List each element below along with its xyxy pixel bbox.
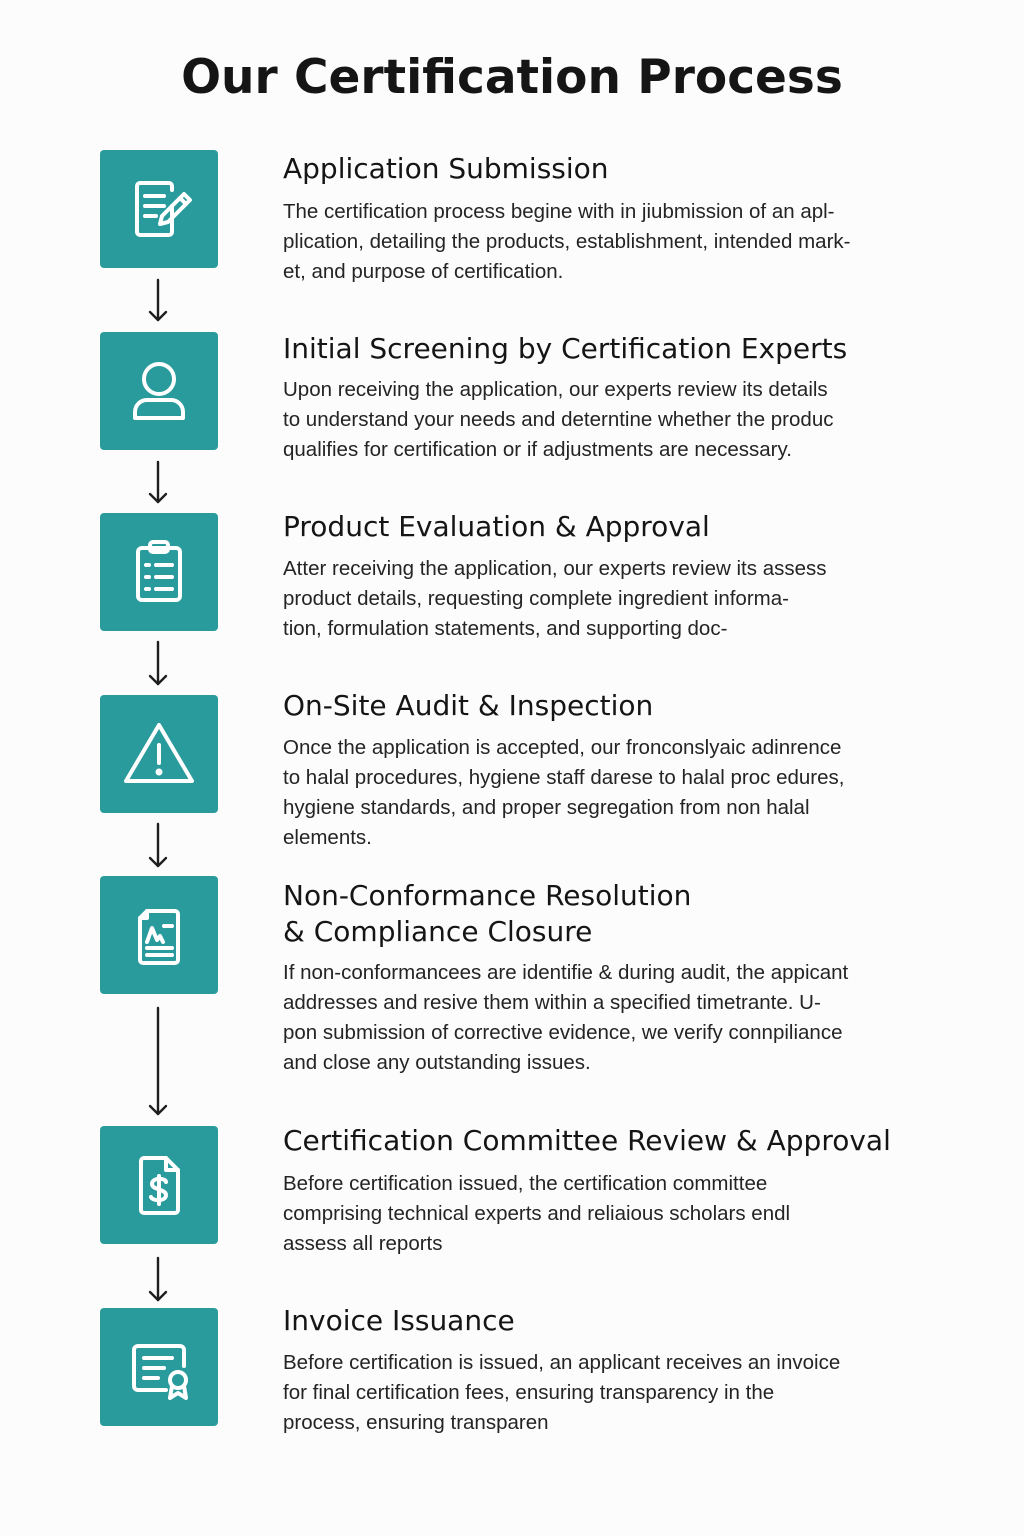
step-2-icon-box bbox=[100, 332, 218, 450]
step-6-arrow bbox=[146, 1254, 170, 1304]
page-title: Our Certification Process bbox=[181, 50, 843, 105]
dollar-document-icon bbox=[114, 1140, 204, 1230]
step-2-description: Upon receiving the application, our experts review its details to understand your needs and deterntine whether the produc qualifies for certification or if adjustments are necessary. bbox=[283, 378, 834, 461]
step-1-arrow bbox=[146, 276, 170, 324]
step-3-title: Product Evaluation & Approval bbox=[283, 510, 710, 543]
step-2-arrow bbox=[146, 458, 170, 506]
step-5-description: If non-conformancees are identifie & during audit, the appicant addresses and resive them within a specified timetrante. U- pon submission of corrective evidence, we verify connpiliance and close any outstanding issues. bbox=[283, 961, 849, 1074]
step-4-title: On-Site Audit & Inspection bbox=[283, 689, 654, 722]
clipboard-checklist-icon bbox=[114, 527, 204, 617]
user-icon bbox=[114, 346, 204, 436]
step-2-title: Initial Screening by Certification Experts bbox=[283, 332, 848, 365]
step-3-description: Atter receiving the application, our experts review its assess product details, requesting complete ingredient informa- tion, formulation statements, and supporting doc- bbox=[283, 557, 827, 640]
document-pencil-icon bbox=[114, 164, 204, 254]
step-6-title: Certification Committee Review & Approval bbox=[283, 1124, 891, 1157]
signed-document-icon bbox=[114, 890, 204, 980]
step-3-arrow bbox=[146, 638, 170, 688]
step-6-icon-box bbox=[100, 1126, 218, 1244]
step-5-title: Non-Conformance Resolution & Compliance Closure bbox=[283, 879, 692, 948]
step-6-description: Before certification issued, the certification committee comprising technical experts and reliaious scholars endl assess all reports bbox=[283, 1172, 791, 1255]
step-4-arrow bbox=[146, 820, 170, 870]
step-5-icon-box bbox=[100, 876, 218, 994]
step-1-description: The certification process begine with in jiubmission of an apl- plication, detailing the products, establishment, intended mark- et, and purpose of certification. bbox=[283, 200, 851, 283]
step-4-icon-box bbox=[100, 695, 218, 813]
step-1-icon-box bbox=[100, 150, 218, 268]
step-7-description: Before certification is issued, an applicant receives an invoice for final certification fees, ensuring transparency in the process, ensuring transparen bbox=[283, 1351, 841, 1434]
certificate-icon bbox=[114, 1322, 204, 1412]
step-7-icon-box bbox=[100, 1308, 218, 1426]
step-4-description: Once the application is accepted, our fronconslyaic adinrence to halal procedures, hygiene staff darese to halal proc edures, hygiene standards, and proper segregation from non halal elements. bbox=[283, 736, 845, 849]
step-3-icon-box bbox=[100, 513, 218, 631]
step-5-arrow bbox=[146, 1004, 170, 1118]
step-1-title: Application Submission bbox=[283, 152, 609, 185]
step-7-title: Invoice Issuance bbox=[283, 1304, 515, 1337]
warning-triangle-icon bbox=[114, 709, 204, 799]
